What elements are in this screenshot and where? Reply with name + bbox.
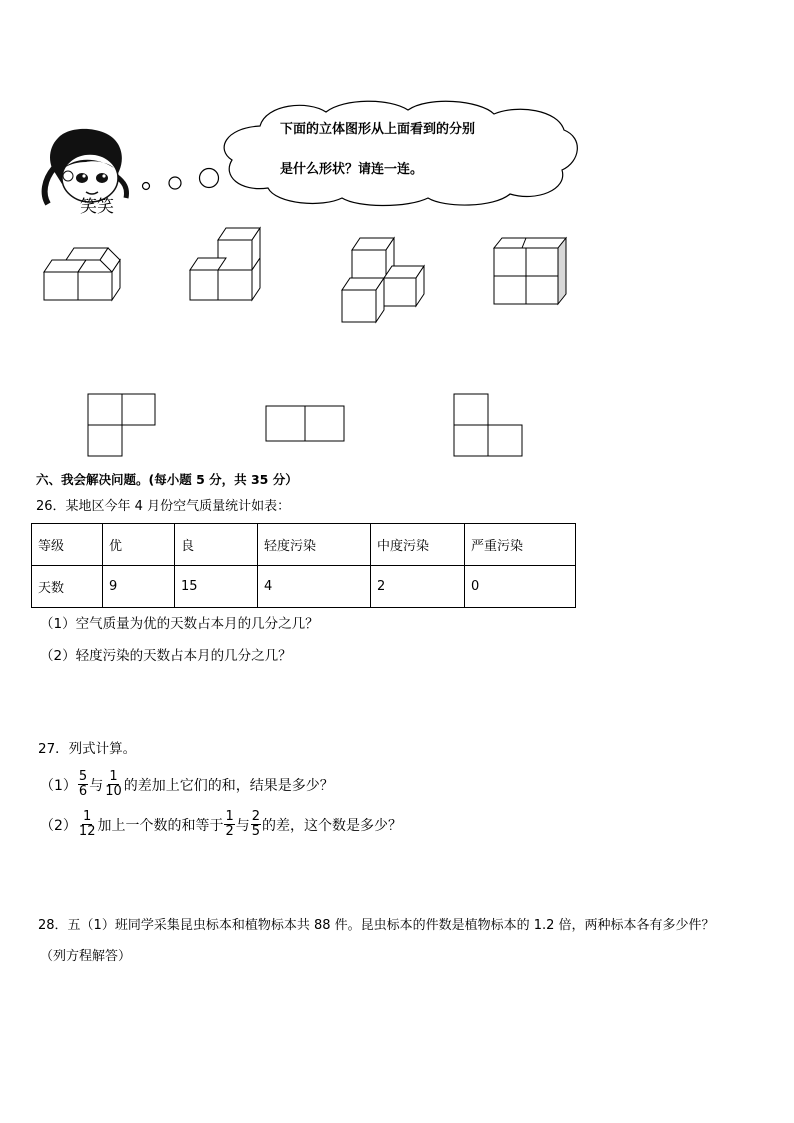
table-header-row — [32, 524, 576, 566]
question-28-line2: （列方程解答） — [40, 949, 132, 964]
numerator: 2 — [251, 809, 261, 824]
numerator: 5 — [78, 769, 88, 784]
question-27-sub1 — [40, 770, 334, 799]
question-26-stem: 26．某地区今年 4 月份空气质量统计如表： — [36, 499, 291, 514]
denominator: 10 — [105, 784, 122, 799]
bubble-text-line2: 是什么形状？请连一连。 — [280, 162, 424, 177]
air-quality-table — [31, 523, 576, 608]
question-26-sub2: （2）轻度污染的天数占本月的几分之几？ — [40, 648, 292, 664]
question-text: 的差，这个数是多少？ — [262, 817, 403, 834]
fraction — [224, 810, 234, 839]
question-27-stem: 27．列式计算。 — [38, 741, 137, 757]
table-row — [32, 566, 576, 608]
character-label: 笑笑 — [80, 197, 114, 217]
connector-text: 与 — [89, 777, 104, 794]
numerator: 1 — [109, 769, 118, 784]
plane-shape-2 — [264, 404, 348, 444]
fraction — [251, 810, 261, 839]
bubble-text-line1: 下面的立体图形从上面看到的分别 — [280, 122, 476, 137]
question-text: 的差加上它们的和，结果是多少？ — [123, 777, 334, 794]
table-cell: 0 — [465, 566, 576, 608]
sub-number: （1） — [40, 777, 77, 794]
girl-illustration — [38, 128, 134, 220]
plane-shape-3 — [452, 392, 526, 458]
question-27-sub2 — [40, 810, 402, 839]
numerator: 1 — [225, 809, 234, 824]
table-cell: 优 — [103, 524, 175, 566]
solid-figure-2 — [186, 226, 266, 302]
table-cell: 4 — [258, 566, 371, 608]
table-cell: 良 — [175, 524, 258, 566]
table-cell: 严重污染 — [465, 524, 576, 566]
section-heading: 六、我会解决问题。(每小题 5 分，共 35 分） — [36, 472, 298, 487]
fraction — [78, 810, 97, 839]
plane-shape-1 — [86, 392, 158, 458]
sub-number: （2） — [40, 817, 77, 834]
question-28-line1: 28．五（1）班同学采集昆虫标本和植物标本共 88 件。昆虫标本的件数是植物标本的 1.2 倍，两种标本各有多少件？ — [38, 918, 715, 933]
table-cell: 中度污染 — [371, 524, 465, 566]
fraction — [104, 770, 123, 799]
table-cell: 天数 — [32, 566, 103, 608]
connector-text: 加上一个数的和等于 — [97, 817, 224, 834]
thought-dots — [140, 165, 220, 195]
table-cell: 等级 — [32, 524, 103, 566]
connector-text: 与 — [235, 817, 250, 834]
table-cell: 轻度污染 — [258, 524, 371, 566]
denominator: 12 — [78, 824, 96, 839]
solid-figure-1 — [40, 244, 124, 302]
speech-cloud — [218, 98, 584, 208]
fraction — [78, 770, 88, 799]
solid-figure-3 — [336, 236, 428, 324]
table-cell: 15 — [175, 566, 258, 608]
question-26-sub1: （1）空气质量为优的天数占本月的几分之几？ — [40, 616, 319, 632]
solid-figure-4 — [490, 236, 570, 306]
table-cell: 9 — [103, 566, 175, 608]
numerator: 1 — [83, 809, 92, 824]
denominator: 2 — [225, 824, 234, 839]
denominator: 5 — [251, 824, 261, 839]
denominator: 6 — [78, 784, 88, 799]
table-cell: 2 — [371, 566, 465, 608]
